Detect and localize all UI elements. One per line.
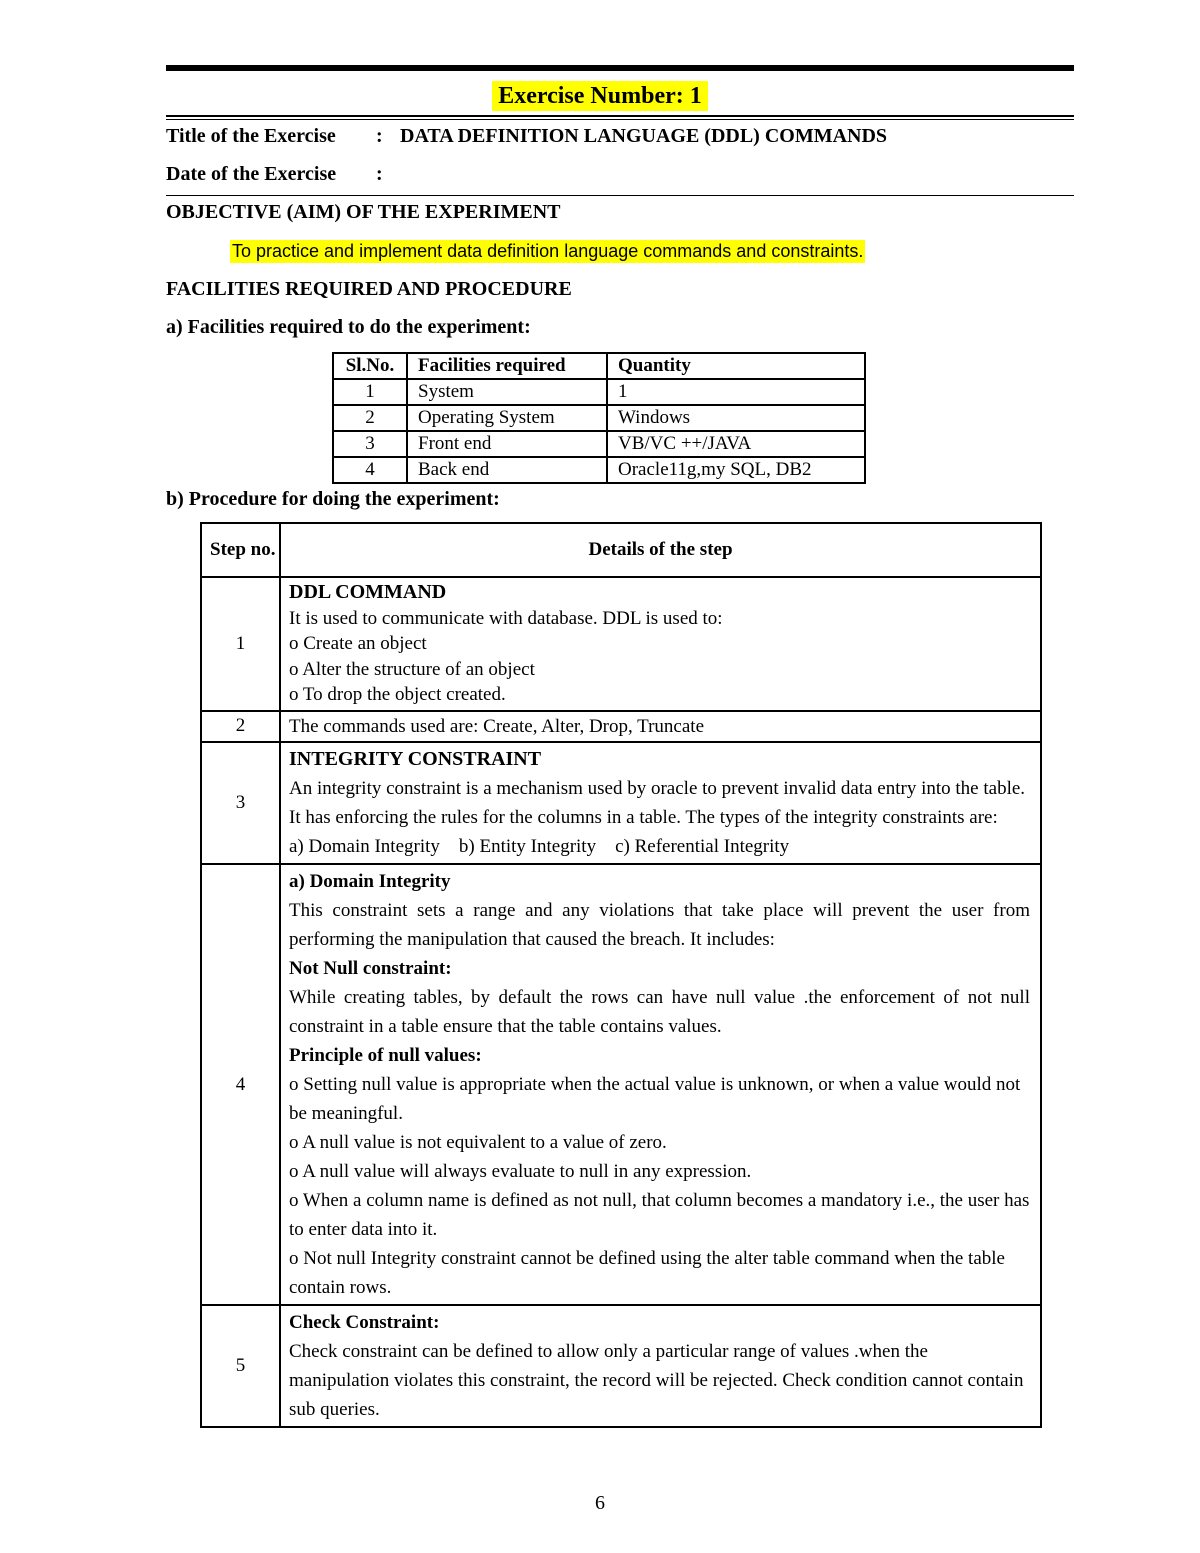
cell-quantity: 1 (607, 379, 865, 405)
cell-facility: Operating System (407, 405, 607, 431)
step-line: The commands used are: Create, Alter, Drop, Truncate (289, 715, 705, 737)
title-label: Title of the Exercise (166, 125, 336, 147)
step-number: 4 (201, 864, 280, 1305)
step-subheading: Not Null constraint: (289, 958, 452, 979)
facilities-subheading: a) Facilities required to do the experiment: (166, 316, 531, 338)
step-details (280, 1305, 1041, 1427)
col-quantity: Quantity (607, 353, 865, 379)
procedure-subheading: b) Procedure for doing the experiment: (166, 488, 500, 510)
cell-quantity: Windows (607, 405, 865, 431)
col-slno: Sl.No. (333, 353, 407, 379)
cell-slno: 4 (333, 457, 407, 483)
bullet-item: o A null value is not equivalent to a value of zero. (289, 1132, 667, 1153)
cell-slno: 1 (333, 379, 407, 405)
step-heading: a) Domain Integrity (289, 871, 451, 892)
bullet-item: o A null value will always evaluate to null in any expression. (289, 1161, 752, 1182)
step-details (280, 742, 1041, 864)
cell-facility: Front end (407, 431, 607, 457)
step-number: 3 (201, 742, 280, 864)
step-line: It is used to communicate with database. DDL is used to: (289, 607, 723, 629)
title-value: DATA DEFINITION LANGUAGE (DDL) COMMANDS (400, 125, 888, 147)
step-line: Check constraint can be defined to allow only a particular range of values .when the manipulation violates this constraint, the record will be rejected. Check condition cannot contain sub queries. (289, 1341, 1024, 1420)
table-row (201, 711, 1041, 743)
step-line: This constraint sets a range and any violations that take place will prevent the user from performing the manipulation that caused the breach. It includes: (289, 900, 1030, 950)
facilities-heading: FACILITIES REQUIRED AND PROCEDURE (166, 278, 572, 300)
table-row (201, 864, 1041, 1305)
exercise-number-heading (0, 80, 1200, 112)
step-subheading: Principle of null values: (289, 1045, 482, 1066)
facilities-table (332, 352, 866, 484)
step-heading: Check Constraint: (289, 1312, 440, 1333)
title-colon: : (376, 125, 383, 147)
table-header-row (201, 523, 1041, 577)
step-details (280, 711, 1041, 743)
cell-quantity: Oracle11g,my SQL, DB2 (607, 457, 865, 483)
double-rule (166, 115, 1074, 120)
cell-quantity: VB/VC ++/JAVA (607, 431, 865, 457)
procedure-table (200, 522, 1042, 1428)
step-line: o Alter the structure of an object (289, 658, 535, 680)
title-row (166, 125, 887, 148)
bullet-item: o Not null Integrity constraint cannot be defined using the alter table command when the table contain rows. (289, 1248, 1005, 1298)
col-details: Details of the step (280, 523, 1041, 577)
table-header-row (333, 353, 865, 379)
step-heading: DDL COMMAND (289, 581, 447, 603)
date-row (166, 163, 400, 186)
table-row (333, 379, 865, 405)
bullet-item: o Setting null value is appropriate when the actual value is unknown, or when a value would not be meaningful. (289, 1074, 1021, 1124)
table-row (201, 577, 1041, 711)
table-row (201, 742, 1041, 864)
step-number: 1 (201, 577, 280, 711)
col-step-no: Step no. (201, 523, 280, 577)
table-row (333, 405, 865, 431)
date-colon: : (376, 163, 383, 185)
step-line: a) Domain Integrity b) Entity Integrity c) Referential Integrity (289, 836, 790, 857)
cell-slno: 2 (333, 405, 407, 431)
top-rule (166, 65, 1074, 71)
step-line: o To drop the object created. (289, 684, 506, 705)
exercise-number-text: Exercise Number: 1 (492, 81, 708, 111)
bullet-item: o When a column name is defined as not null, that column becomes a mandatory i.e., the user has to enter data into it. (289, 1190, 1030, 1240)
page-number: 6 (595, 1492, 605, 1514)
step-line: o Create an object (289, 633, 427, 654)
cell-facility: System (407, 379, 607, 405)
table-row (333, 457, 865, 483)
objective-text: To practice and implement data definition language commands and constraints. (232, 241, 864, 261)
step-details (280, 577, 1041, 711)
step-number: 5 (201, 1305, 280, 1427)
table-row (201, 1305, 1041, 1427)
cell-facility: Back end (407, 457, 607, 483)
col-facilities: Facilities required (407, 353, 607, 379)
step-line: While creating tables, by default the rows can have null value .the enforcement of not null constraint in a table ensure that the table contains values. (289, 987, 1030, 1037)
objective-heading: OBJECTIVE (AIM) OF THE EXPERIMENT (166, 201, 561, 223)
step-details (280, 864, 1041, 1305)
section-rule (166, 195, 1074, 196)
cell-slno: 3 (333, 431, 407, 457)
step-number: 2 (201, 711, 280, 743)
table-row (333, 431, 865, 457)
step-line: An integrity constraint is a mechanism used by oracle to prevent invalid data entry into the table. It has enforcing the rules for the columns in a table. The types of the integrity constraints are: (289, 778, 1026, 828)
step-heading: INTEGRITY CONSTRAINT (289, 748, 542, 770)
date-label: Date of the Exercise (166, 163, 337, 185)
